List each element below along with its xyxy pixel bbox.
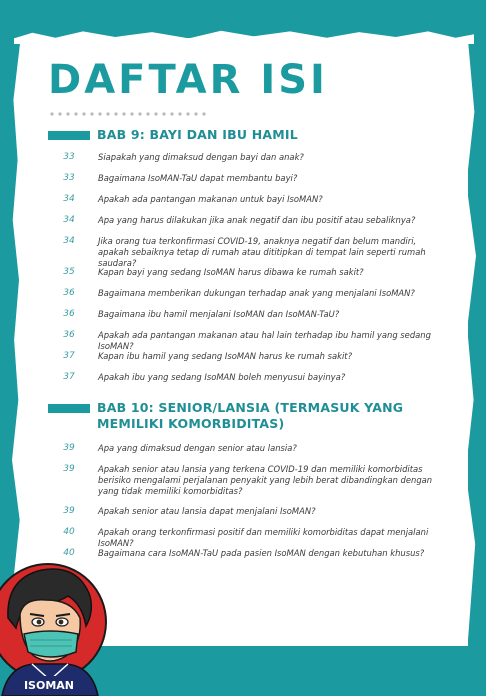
toc-page-number: 34: [63, 194, 75, 204]
toc-page-number: 39: [63, 464, 75, 474]
toc-question: Bagaimana IsoMAN-TaU dapat membantu bayi?: [98, 173, 298, 183]
toc-question: Apakah ibu yang sedang IsoMAN boleh menyusui bayinya?: [98, 372, 346, 382]
toc-question: Apa yang dimaksud dengan senior atau lansia?: [98, 443, 297, 453]
toc-question: Apa yang harus dilakukan jika anak negatif dan ibu positif atau sebaliknya?: [98, 215, 416, 225]
section-bar-bab-10: [48, 404, 90, 413]
toc-question: Bagaimana memberikan dukungan terhadap anak yang menjalani IsoMAN?: [98, 288, 415, 298]
page-title: DAFTAR ISI: [48, 57, 328, 103]
section-title-bab-10: BAB 10: SENIOR/LANSIA (TERMASUK YANG MEMILIKI KOMORBIDITAS): [97, 400, 404, 431]
toc-question: Siapakah yang dimaksud dengan bayi dan anak?: [98, 152, 304, 162]
toc-question: Apakah senior atau lansia dapat menjalani IsoMAN?: [98, 506, 316, 516]
toc-page-number: 36: [63, 309, 75, 319]
toc-question: Apakah orang terkonfirmasi positif dan memiliki komorbiditas dapat menjalani IsoMAN?: [98, 527, 429, 548]
toc-question: Apakah senior atau lansia yang terkena COVID-19 dan memiliki komorbiditas berisiko mengalami perjalanan penyakit yang lebih berat dibandingkan dengan yang tidak memiliki komorbiditas?: [98, 464, 433, 496]
toc-page-number: 34: [63, 215, 75, 225]
toc-question: Jika orang tua terkonfirmasi COVID-19, anaknya negatif dan belum mandiri, apakah sebaiknya tetap di rumah atau dititipkan di tempat lain seperti rumah saudara?: [98, 236, 426, 268]
section-bar-bab-9: [48, 131, 90, 140]
isoman-mascot: [0, 548, 118, 696]
toc-page-number: 39: [63, 506, 75, 516]
toc-question: Apakah ada pantangan makanan atau hal lain terhadap ibu hamil yang sedang IsoMAN?: [98, 330, 431, 351]
toc-page-number: 33: [63, 152, 75, 162]
toc-page-number: 36: [63, 288, 75, 298]
toc-question: Bagaimana cara IsoMAN-TaU pada pasien IsoMAN dengan kebutuhan khusus?: [98, 548, 425, 558]
toc-page-number: 40: [63, 527, 75, 537]
toc-page-number: 37: [63, 351, 75, 361]
toc-question: Kapan ibu hamil yang sedang IsoMAN harus ke rumah sakit?: [98, 351, 353, 361]
toc-question: Kapan bayi yang sedang IsoMAN harus dibawa ke rumah sakit?: [98, 267, 364, 277]
toc-question: Bagaimana ibu hamil menjalani IsoMAN dan IsoMAN-TaU?: [98, 309, 340, 319]
toc-page-number: 34: [63, 236, 75, 246]
toc-page-number: 40: [63, 548, 75, 558]
toc-page-number: 37: [63, 372, 75, 382]
toc-question: Apakah ada pantangan makanan untuk bayi IsoMAN?: [98, 194, 323, 204]
mascot-chest-label: ISOMAN: [23, 679, 75, 692]
toc-page-number: 33: [63, 173, 75, 183]
toc-page-number: 36: [63, 330, 75, 340]
section-title-bab-9: BAB 9: BAYI DAN IBU HAMIL: [97, 127, 298, 142]
dotted-divider: [48, 112, 208, 116]
toc-page-number: 39: [63, 443, 75, 453]
toc-page-number: 35: [63, 267, 75, 277]
